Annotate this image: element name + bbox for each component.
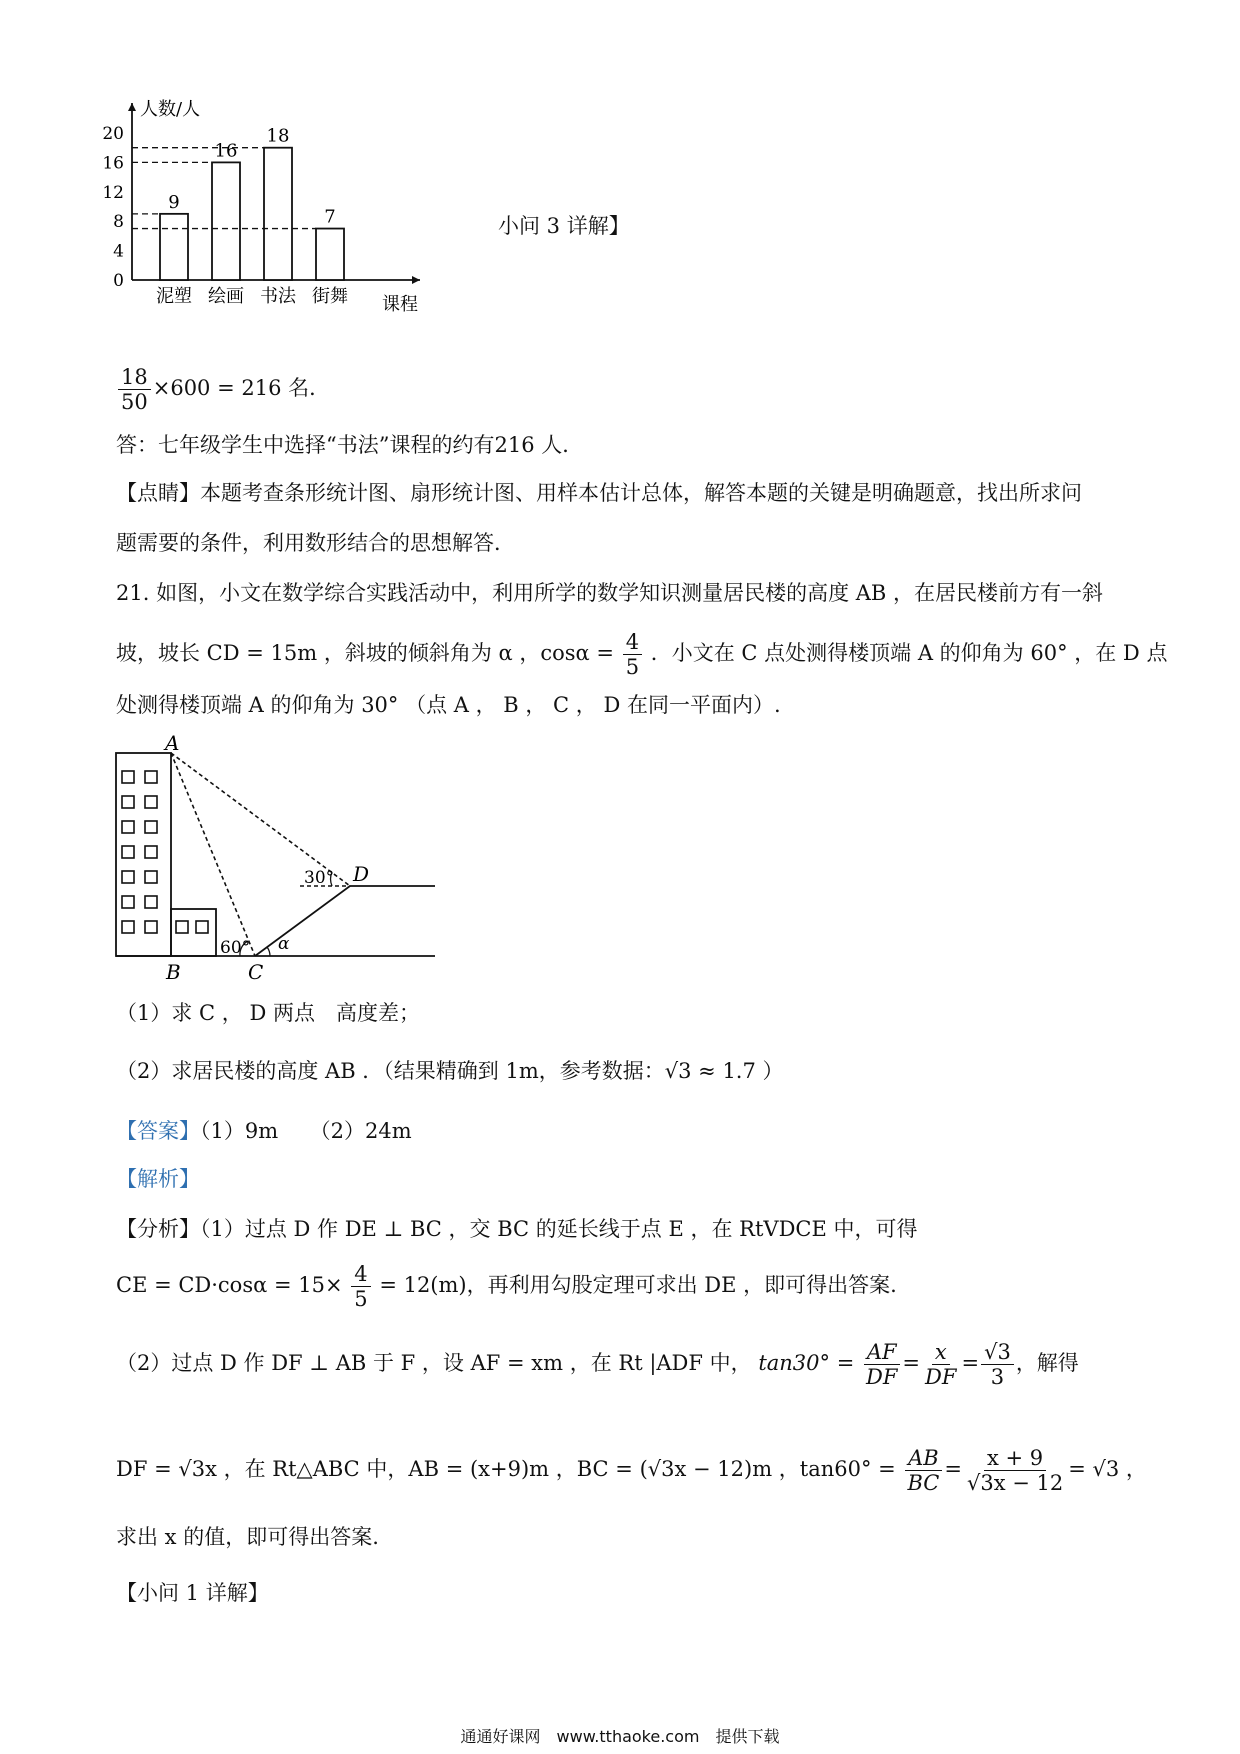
chart-marks [132,126,348,307]
y-tick-label: 20 [102,124,124,144]
bar-data-label: 9 [168,191,180,213]
category-label: 街舞 [312,286,348,307]
p3-frac2-num: x [932,1340,950,1365]
bar [212,162,240,280]
bar-data-label: 18 [266,125,290,147]
window [122,921,134,933]
label-C: C [248,960,264,983]
window [145,921,157,933]
window [122,821,134,833]
p4-frac2-den: √3x − 12 [966,1471,1064,1495]
alpha-arc [267,947,270,956]
y-axis-label: 人数/人 [140,99,201,120]
p3-frac3-den: 3 [990,1365,1005,1389]
q21-line1: 21. 如图，小文在数学综合实践活动中，利用所学的数学知识测量居民楼的高度 AB ，在居民楼前方有一斜 [116,581,1104,605]
p4-frac2-num: x + 9 [984,1446,1046,1471]
geometry-figure [110,733,450,983]
calc-rest: ×600 = 216 名． [152,376,331,400]
p3-frac3-num: √3 [981,1340,1014,1365]
window [145,896,157,908]
window [196,921,208,933]
p4-frac2 [964,1446,1066,1495]
window [122,796,134,808]
y-tick-label: 12 [102,182,124,203]
p4-frac1 [904,1446,942,1495]
p3-frac1 [863,1340,900,1389]
dianjing-line1: 【点睛】本题考查条形统计图、扇形统计图、用样本估计总体，解答本题的关键是明确题意，找出所求问 [116,481,1082,505]
chart-axes [102,99,420,315]
bar [264,148,292,280]
p3-frac2 [922,1340,959,1389]
window [122,846,134,858]
p3-frac3 [981,1340,1014,1389]
sub-question-2: （2）求居民楼的高度 AB ．（结果精确到 1m，参考数据：√3 ≈ 1.7 ） [116,1059,784,1083]
analysis-p2-post: = 12(m)，再利用勾股定理可求出 DE ，即可得出答案. [379,1273,897,1297]
category-label: 绘画 [208,286,244,307]
window [145,821,157,833]
analysis-p2-pre: CE = CD·cosα = 15× [116,1273,343,1297]
x-axis-arrow [412,276,420,284]
bar [160,214,188,280]
page-footer: 通通好课网 www.tthaoke.com 提供下载 [460,1727,780,1746]
category-label: 泥塑 [156,286,192,307]
jiexi-tag: 【解析】 [116,1167,200,1191]
analysis-p4-pre: DF = √3x ，在 Rt△ABC 中，AB = (x+9)m ，BC = (√3x − 12)m ，tan60° = [116,1457,896,1481]
analysis-p2-den: 5 [354,1287,368,1311]
calc-line [116,358,330,418]
window [145,771,157,783]
y-tick-label: 8 [113,212,124,233]
cos-num: 4 [623,630,642,655]
y-tick-label: 16 [102,153,124,174]
analysis-p5: 求出 x 的值，即可得出答案. [116,1525,379,1549]
analysis-p1: 【分析】（1）过点 D 作 DE ⊥ BC ，交 BC 的延长线于点 E ，在 RtVDCE 中，可得 [116,1217,918,1241]
analysis-p3-tan: tan30° = [758,1351,855,1375]
side-label: 小问 3 详解】 [498,214,630,238]
xiaowen1-heading: 【小问 1 详解】 [116,1581,269,1605]
analysis-p4: DF = √3x ，在 Rt△ABC 中，AB = (x+9)m ，BC = (√3x − 12)m ，tan60° = $\frac{AB}{BC}$ = $\frac{x + 9}{√3x - 12}$ = √3 ， [116,1446,1147,1495]
label-A: A [165,733,180,755]
window [145,796,157,808]
window [122,771,134,783]
bar-data-label: 7 [324,206,336,228]
calc-num: 18 [118,365,151,390]
window [145,871,157,883]
p4-frac1-den: BC [907,1471,940,1495]
p4-frac1-num: AB [905,1446,942,1471]
x-axis-label: 课程 [382,294,418,315]
bar [316,229,344,280]
y-axis-arrow [128,103,136,111]
analysis-p3: （2）过点 D 作 DF ⊥ AB 于 F ，设 AF = xm ，在 Rt |ADF 中， tan30° = $\frac{AF}{DF}$ = $\frac{x}{DF}$ = $\frac{√3}{3}$ ，解得 [116,1340,1079,1389]
y-tick-label: 4 [113,241,124,262]
q21-line2-post: ．小文在 C 点处测得楼顶端 A 的仰角为 60° ，在 D 点 [650,641,1168,665]
analysis-p4-post: = √3 ， [1068,1457,1147,1481]
p3-frac1-den: DF [866,1365,898,1389]
window [176,921,188,933]
q21-line2 [116,618,1167,688]
label-B: B [166,960,181,983]
analysis-p2-fraction [351,1262,370,1311]
y-tick-label: 0 [113,271,124,291]
analysis-p2-num: 4 [351,1262,370,1287]
sub-question-1: （1）求 C ， D 两点 高度差； [116,1001,420,1025]
angle-30-label: 30° [304,868,335,888]
answer-line: 答：七年级学生中选择“书法”课程的约有216 人． [116,433,584,457]
window [122,871,134,883]
p3-frac2-den: DF [925,1365,957,1389]
p3-frac1-num: AF [864,1340,900,1365]
answer-tag: 【答案】 [116,1119,200,1143]
slope-line [255,886,350,956]
cos-den: 5 [625,655,640,679]
analysis-p3-post: ，解得 [1015,1351,1079,1375]
analysis-p2 [116,1252,897,1318]
answer-block [116,1116,412,1146]
window [145,846,157,858]
category-label: 书法 [260,286,296,307]
cos-fraction [623,630,642,679]
analysis-p3-pre: （2）过点 D 作 DF ⊥ AB 于 F ，设 AF = xm ，在 Rt |ADF 中， [116,1351,752,1375]
label-D: D [353,862,370,886]
window [122,896,134,908]
bar-chart [100,95,480,350]
q21-line3: 处测得楼顶端 A 的仰角为 30° （点 A ， B ， C ， D 在同一平面内）. [116,693,781,717]
calc-den: 50 [121,390,148,414]
angle-60-label: 60° [220,938,251,958]
angle-alpha-label: α [278,934,290,954]
calc-fraction [118,365,151,414]
dianjing-line2: 题需要的条件，利用数形结合的思想解答． [116,531,515,555]
q21-line2-pre: 坡，坡长 CD = 15m ，斜坡的倾斜角为 α ，cosα = [116,641,621,665]
answer-text: （1）9m （2）24m [200,1119,412,1143]
bar-data-label: 16 [214,140,238,162]
